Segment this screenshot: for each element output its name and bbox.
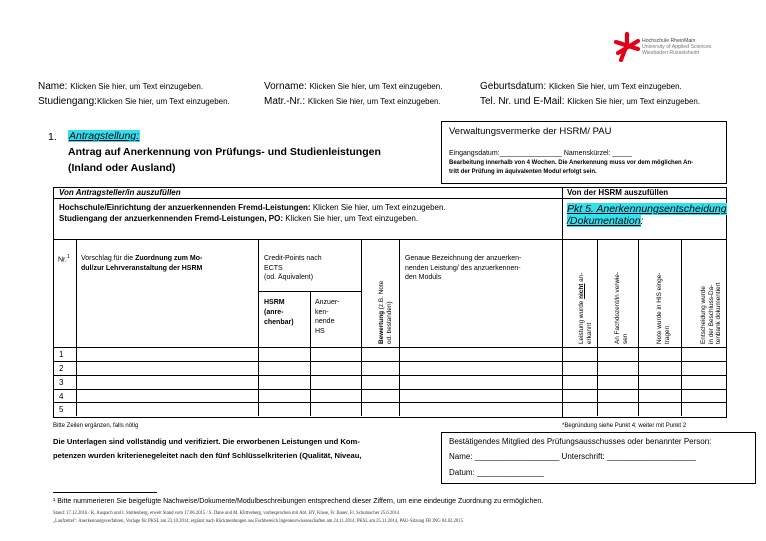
row-2-nr: 2: [59, 364, 64, 373]
col-entscheidung-dokumentiert: Entscheidung wurde in der Beschluss-Da- tenbank dokumentiert: [700, 282, 722, 344]
right-section-header: Von der HSRM auszufüllen: [567, 188, 669, 197]
col-genaue-bezeichnung: Genaue Bezeichnung der anzuerken- nenden Leistung/ des anzuerkennen- den Moduls: [405, 255, 522, 281]
geburtsdatum-field[interactable]: Klicken Sie hier, um Text einzugeben.: [548, 82, 682, 91]
tel-row: [480, 96, 700, 107]
admin-note-2: tritt der Prüfung im äquivalenten Modul erfolgt sein.: [449, 169, 597, 175]
hochschule-row: [59, 203, 446, 212]
col-nr: Nr.$^1$: [58, 254, 70, 264]
admin-box-title: Verwaltungsvermerke der HSRM/ PAU: [449, 126, 612, 137]
row-3-zuordnung-field[interactable]: [78, 377, 256, 388]
hochschule-field[interactable]: Klicken Sie hier, um Text einzugeben.: [312, 203, 446, 212]
confirm-name-signature[interactable]: Name: ___________________ Unterschrift: ____________________: [449, 452, 696, 461]
row-5-nr: 5: [59, 405, 64, 414]
asterisk-logo-icon: [614, 32, 640, 62]
pkt5-line-2: /Dokumentation: [567, 215, 641, 227]
footnote-stand-1: Stand: 17.12.2016 / K. Auspach und I. Stoltenberg, erweit Stand vom 17.06.2015 / S. Dane und M. Klittveberg, vorbesprochen mit Abt. HY, Klose, Fr. Bauer, Fr. Schumacher 25.6.2014: [53, 511, 400, 516]
row-4-nr: 4: [59, 392, 64, 401]
tel-label: Tel. Nr. und E-Mail:: [480, 96, 565, 107]
admin-note-1: Bearbeitung innerhalb von 4 Wochen. Die Anerkennung muss vor dem möglichen An-: [449, 160, 694, 166]
section-1-title: Antrag auf Anerkennung von Prüfungs- und Studienleistungen: [68, 146, 381, 158]
geburtsdatum-label: Geburtsdatum:: [480, 81, 547, 92]
left-section-header: Von Antragsteller/in auszufüllen: [59, 188, 181, 197]
col-anzuerkennende-hs: Anzuer- ken- nende HS: [315, 299, 340, 335]
statement-line-2: petenzen wurden kriterienegeleitet nach den fünf Schlüsselkriterien (Qualität, Niveau,: [53, 451, 362, 460]
section-1-number: 1.: [48, 131, 57, 143]
name-field[interactable]: Klicken Sie hier, um Text einzugeben.: [70, 82, 204, 91]
col-bewertung: Bewertung (z.B. Note od. bestanden): [378, 280, 393, 344]
confirm-box: [441, 432, 756, 484]
row-5-zuordnung-field[interactable]: [78, 404, 256, 415]
hsrm-logo: [614, 32, 724, 72]
begruendung-hint: *Begründung siehe Punkt 4; weiter mit Punkt 2: [562, 423, 687, 429]
col-credit-points: Credit-Points nach ECTS (od. Äquivalent): [264, 255, 322, 281]
name-label: Name:: [38, 81, 68, 92]
studiengang-field[interactable]: Klicken Sie hier, um Text einzugeben.: [96, 97, 230, 106]
logo-line-1: Hochschule RheinMain: [642, 38, 696, 44]
admin-box: [441, 121, 727, 184]
col-fachdozent: An Fachdozent/in verwie- sen: [614, 271, 629, 344]
section-1-subtitle: (Inland oder Ausland): [68, 162, 176, 174]
hochschule-label: Hochschule/Einrichtung der anzuerkennenden Fremd-Leistungen:: [59, 203, 311, 212]
pkt5-label: [567, 203, 727, 227]
geburtsdatum-row: [480, 81, 682, 92]
col-note-his: Note wurde in HIS einge- tragen: [656, 272, 671, 344]
logo-line-3: Wiesbaden Rüsselsheim: [642, 50, 700, 56]
fremd-studiengang-row: [59, 214, 418, 223]
studiengang-label: Studiengang:: [38, 96, 97, 107]
col-vorschlag: Vorschlag für die Zuordnung zum Mo- dul/zur Lehrveranstaltung der HSRM: [81, 255, 203, 272]
rows-hint: Bitte Zeilen ergänzen, falls nötig: [53, 423, 139, 429]
matr-field[interactable]: Klicken Sie hier, um Text einzugeben.: [307, 97, 441, 106]
tel-field[interactable]: Klicken Sie hier, um Text einzugeben.: [567, 97, 701, 106]
name-row: [38, 81, 203, 92]
row-2-zuordnung-field[interactable]: [78, 363, 256, 374]
row-1-zuordnung-field[interactable]: [78, 349, 256, 360]
footnote-main: ¹ Bitte nummerieren Sie beigefügte Nachweise/Dokumente/Modulbeschreibungen entsprechend dieser Ziffern, um eine eindeutige Zuordnung zu ermöglichen.: [53, 498, 544, 505]
statement-line-1: Die Unterlagen sind vollständig und verifiziert. Die erworbenen Leistungen und Kom-: [53, 437, 360, 446]
row-3-nr: 3: [59, 378, 64, 387]
pkt5-line-1: Pkt 5. Anerkennungsentscheidung: [567, 203, 727, 215]
confirm-datum[interactable]: Datum: _______________: [449, 468, 544, 477]
matr-row: [264, 96, 441, 107]
pkt5-colon: :: [640, 215, 644, 227]
fremd-studiengang-label: Studiengang der anzuerkennenden Fremd-Leistungen, PO:: [59, 214, 284, 223]
footnote-stand-2: „Laufzettel": Anerkennungsverfahren, Vorlage für PKSL am 23.10.2014, ergänzt nach Rückmeldungen aus Fachbereich Ingenieurwissenschaften am 24.11.2014, PKSL am 25.11.2014, PAU-Sitzung FB ING 04.02.2015: [53, 519, 463, 524]
admin-eingangsdatum: Eingangsdatum:________________ Namenskürzel: _____: [449, 150, 632, 157]
confirm-title: Bestätigendes Mitglied des Prüfungsausschusses oder benannter Person:: [449, 437, 712, 446]
col-nicht-anerkannt: Leistung wurde nicht an- erkannt: [578, 272, 593, 344]
row-4-zuordnung-field[interactable]: [78, 391, 256, 401]
row-1-nr: 1: [59, 350, 64, 359]
col-hsrm: HSRM (anre- chenbar): [264, 299, 294, 326]
studiengang-row: [38, 96, 230, 107]
vorname-label: Vorname:: [264, 81, 307, 92]
vorname-field[interactable]: Klicken Sie hier, um Text einzugeben.: [309, 82, 443, 91]
section-1-highlight: Antragstellung:: [69, 130, 140, 142]
fremd-studiengang-field[interactable]: Klicken Sie hier, um Text einzugeben.: [285, 214, 419, 223]
matr-label: Matr.-Nr.:: [264, 96, 306, 107]
logo-line-2: University of Applied Sciences: [642, 44, 712, 50]
vorname-row: [264, 81, 442, 92]
